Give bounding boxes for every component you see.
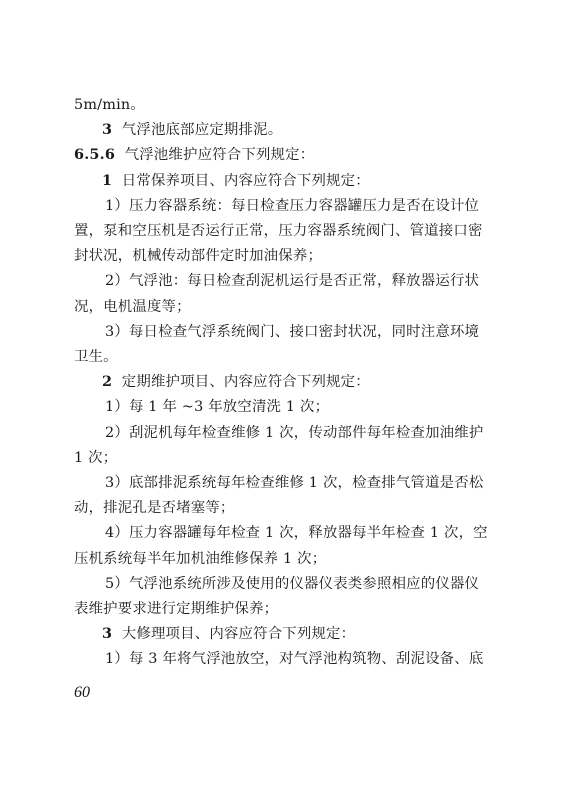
text-line: 1）每 1 年 ~3 年放空清洗 1 次； (105, 399, 330, 416)
clause-number: 2 (102, 373, 113, 391)
text-line: 1 次； (74, 449, 118, 466)
clause-number: 1 (102, 171, 113, 189)
text-line: 置，泵和空压机是否运行正常，压力容器系统阀门、管道接口密 (74, 223, 483, 239)
text-line: 4）压力容器罐每年检查 1 次，释放器每半年检查 1 次，空 (105, 525, 488, 542)
clause-line: 1 日常保养项目、内容应符合下列规定： (102, 171, 370, 189)
clause-number: 3 (102, 625, 113, 643)
text-line: 1）压力容器系统：每日检查压力容器罐压力是否在设计位 (105, 197, 480, 214)
text-line: 5）气浮池系统所涉及使用的仪器仪表类参照相应的仪器仪 (105, 575, 480, 592)
clause-line: 3 大修理项目、内容应符合下列规定： (102, 625, 356, 643)
text-line: 5m/min。 (74, 97, 145, 113)
text-line: 3）底部排泥系统每年检查维修 1 次，检查排气管道是否松 (105, 475, 484, 491)
text-line: 卫生。 (74, 349, 118, 365)
text-line: 1）每 3 年将气浮池放空，对气浮池构筑物、刮泥设备、底 (105, 651, 484, 668)
text-line: 3）每日检查气浮系统阀门、接口密封状况，同时注意环境 (105, 323, 480, 340)
text-line: 封状况，机械传动部件定时加油保养； (74, 248, 323, 265)
text-line: 2）气浮池：每日检查刮泥机运行是否正常，释放器运行状 (105, 273, 480, 290)
text-line: 动，排泥孔是否堵塞等； (74, 500, 235, 517)
section-heading: 6.5.6 气浮池维护应符合下列规定： (74, 146, 315, 164)
clause-line: 2 定期维护项目、内容应符合下列规定： (102, 373, 370, 391)
text-line: 况，电机温度等； (74, 298, 191, 315)
text-line: 压机系统每半年加机油维修保养 1 次； (74, 550, 327, 567)
text-line: 2）刮泥机每年检查维修 1 次，传动部件每年检查加油维护 (105, 424, 484, 441)
text-line: 表维护要求进行定期维护保养； (74, 601, 279, 617)
section-number: 6.5.6 (74, 146, 116, 164)
clause-number: 3 (102, 121, 113, 139)
clause-line: 3 气浮池底部应定期排泥。 (102, 121, 283, 139)
page-number: 60 (74, 683, 90, 701)
